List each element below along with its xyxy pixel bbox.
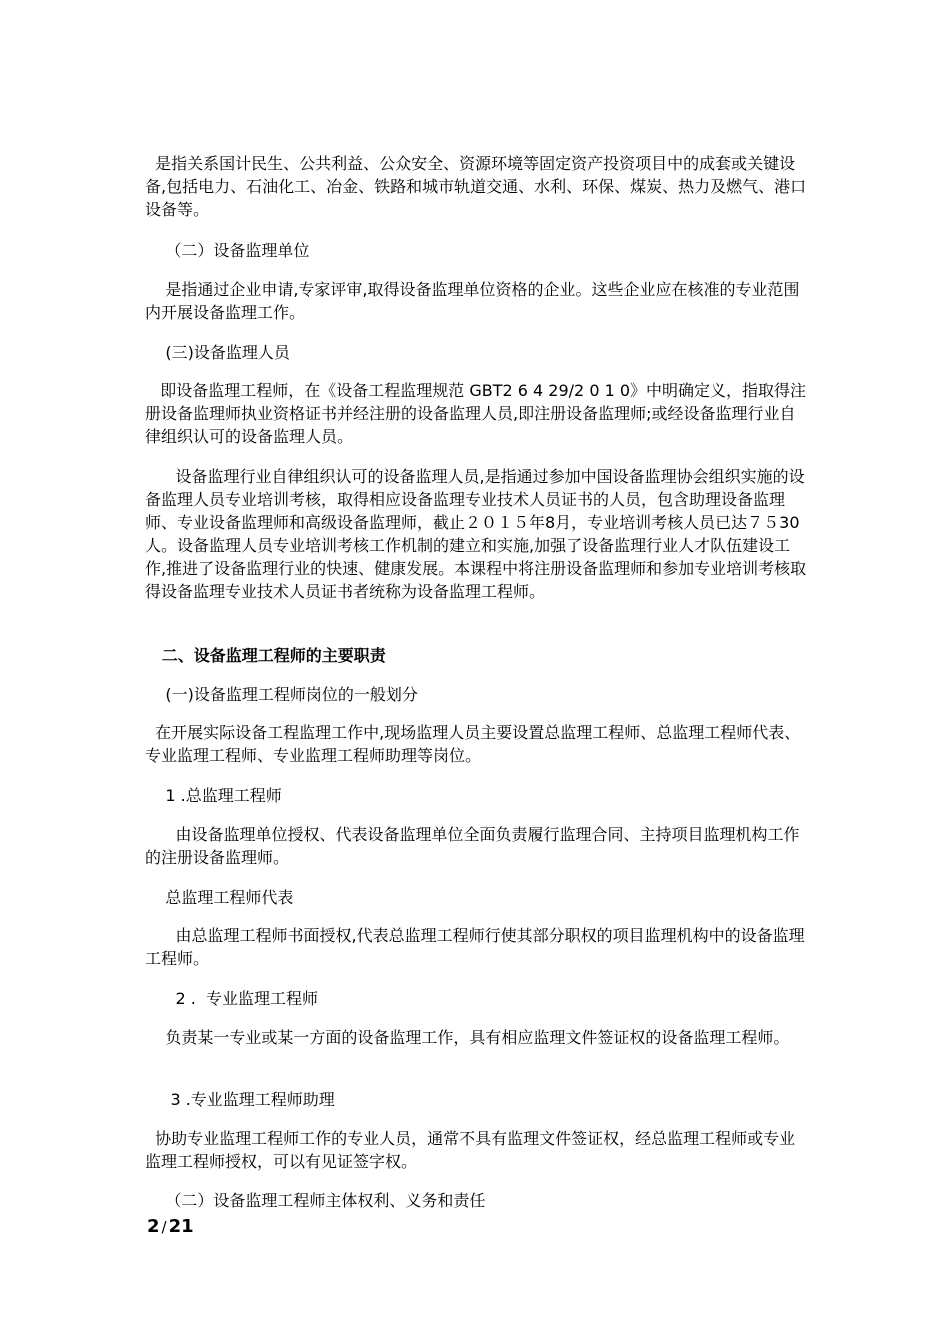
paragraph-supervision-unit: 是指通过企业申请,专家评审,取得设备监理单位资格的企业。这些企业应在核准的专业范围内开展设备监理工作。: [145, 280, 800, 322]
paragraph-engineer-assistant: 协助专业监理工程师工作的专业人员，通常不具有监理文件签证权，经总监理工程师或专业监理工程师授权，可以有见证签字权。: [145, 1129, 796, 1171]
total-page-count: 21: [168, 1216, 194, 1237]
subheading-supervision-personnel: (三)设备监理人员: [145, 343, 290, 362]
section-heading-main-duties: 二、设备监理工程师的主要职责: [145, 646, 386, 665]
item-heading-engineer-assistant: 3 .专业监理工程师助理: [145, 1090, 335, 1109]
subheading-position-division: (一)设备监理工程师岗位的一般划分: [145, 685, 418, 704]
page-number: [147, 1215, 194, 1239]
page-number-separator: /: [161, 1218, 167, 1236]
paragraph-chief-engineer: 由设备监理单位授权、代表设备监理单位全面负责履行监理合同、主持项目监理机构工作的注册设备监理师。: [145, 825, 800, 867]
item-heading-professional-engineer: 2 . 专业监理工程师: [145, 989, 319, 1008]
paragraph-chief-engineer-representative: 由总监理工程师书面授权,代表总监理工程师行使其部分职权的项目监理机构中的设备监理工程师。: [145, 926, 805, 968]
paragraph-professional-engineer: 负责某一专业或某一方面的设备监理工作，具有相应监理文件签证权的设备监理工程师。: [145, 1028, 790, 1047]
paragraph-key-equipment-definition: 是指关系国计民生、公共利益、公众安全、资源环境等固定资产投资项目中的成套或关键设备,包括电力、石油化工、冶金、铁路和城市轨道交通、水利、环保、煤炭、热力及燃气、港口设备等。: [145, 154, 807, 219]
paragraph-self-regulatory-training: 设备监理行业自律组织认可的设备监理人员,是指通过参加中国设备监理协会组织实施的设备监理人员专业培训考核，取得相应设备监理专业技术人员证书的人员，包含助理设备监理师、专业设备监理师和高级设备监理师，截止２０１５年8月，专业培训考核人员已达７５30人。设备监理人员专业培训考核工作机制的建立和实施,加强了设备监理行业人才队伍建设工作,推进了设备监理行业的快速、健康发展。本课程中将注册设备监理师和参加专业培训考核取得设备监理专业技术人员证书者统称为设备监理工程师。: [145, 467, 807, 601]
subheading-supervision-unit: （二）设备监理单位: [145, 241, 310, 260]
item-heading-chief-engineer: 1 .总监理工程师: [145, 786, 282, 805]
subheading-rights-obligations: （二）设备监理工程师主体权利、义务和责任: [145, 1191, 486, 1210]
current-page-number: 2: [147, 1216, 160, 1237]
paragraph-supervision-engineer-definition: 即设备监理工程师，在《设备工程监理规范 GBT2 6 4 29/2 0 1 0》中明确定义，指取得注册设备监理师执业资格证书并经注册的设备监理人员,即注册设备监理师;或经设备监理行业自律组织认可的设备监理人员。: [145, 381, 807, 446]
item-heading-chief-engineer-representative: 总监理工程师代表: [145, 888, 294, 907]
paragraph-position-division: 在开展实际设备工程监理工作中,现场监理人员主要设置总监理工程师、总监理工程师代表、专业监理工程师、专业监理工程师助理等岗位。: [145, 723, 801, 765]
